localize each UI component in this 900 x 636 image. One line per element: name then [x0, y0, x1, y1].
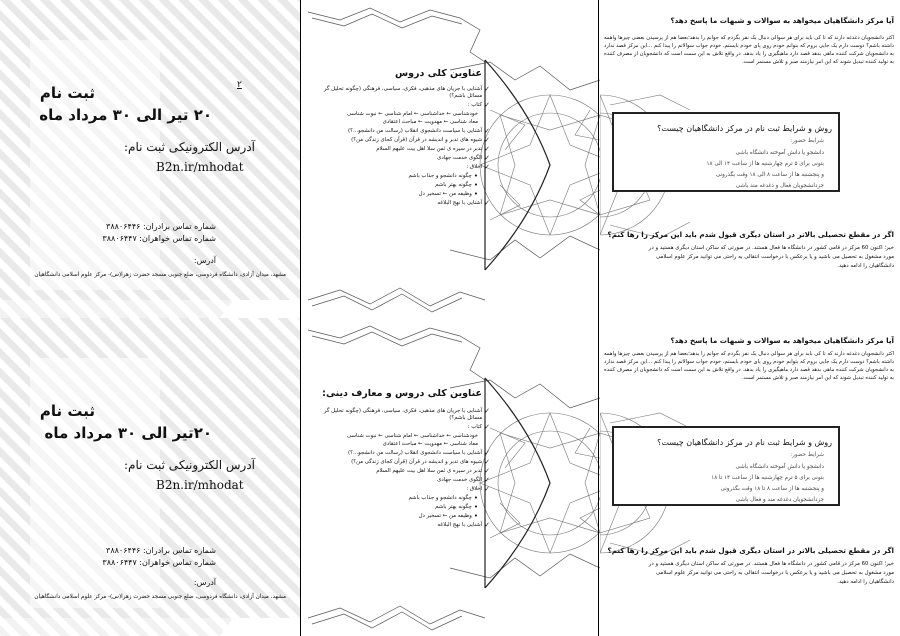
left-panel	[0, 0, 300, 318]
postal-address-label: آدرس:	[193, 578, 216, 587]
brochure-page-bottom	[0, 318, 900, 636]
box-item: جزدانشجویان فعال و دغدغه مند باشی	[735, 183, 824, 189]
list-item: ✓ اخلاق :	[466, 163, 490, 171]
check-icon: ✓	[484, 163, 490, 171]
registration-title: ثبت نام	[39, 84, 95, 102]
check-icon: ✓	[484, 467, 490, 475]
q1-text: اکثر دانشجویان دغدغه دارند که تا کی باید برای هر سوالی دنبال یک نفر بگردم که جوابم را بدهد؛بعضا هم از پرسیدن بعضی چیزها واهمه داشته باشم؟ دوست دارم یک جایی بروم که بتوانم خودم روی پای خودم بایستم، خودم جواب سوالاتم را پیدا کنم ...این مرکز قصد ندارد به دانشجویان شرکت کننده ماهی بدهد قصد دارد ماهیگیری را یاد بدهد. در واقع تلاش به این سمت است که دانشجویان از مصرف کننده به تولید کننده تبدیل شوند که این امر نیازمند صبر و تلاش مستمر است.	[604, 351, 894, 382]
check-icon: ✓	[484, 485, 490, 493]
check-icon: ✓	[484, 521, 490, 529]
check-icon: ✓	[484, 458, 490, 466]
box-item: بتونی برای ۵ ترم چهارشنبه ها از ساعت ۱۴ تا ۱۸	[711, 475, 824, 481]
check-icon: ✓	[484, 136, 490, 144]
phone-sisters: شماره تماس خواهران: ۳۸۸۰۶۴۴۷	[102, 234, 216, 243]
box-item: جزدانشجویان دغدغه مند و فعال باشی	[735, 497, 824, 503]
stripe-pattern	[0, 0, 300, 318]
list-item: ✓ شیوه های تدبر و اندیشه در قرآن (قرآن کجای زندگی من؟)	[351, 136, 490, 144]
stripe-pattern	[0, 318, 300, 636]
check-icon: ✓	[484, 100, 490, 109]
list-item: • چگونه بهتر باشم	[435, 503, 478, 511]
list-item: معاد شناسی ← مهدویت ← مباحث اعتقادی	[382, 441, 478, 448]
list-item: ✓ الگوی خدمت جهادی	[437, 154, 490, 162]
box-label: شرایط حضور:	[790, 452, 824, 458]
list-item: خودشناسی ← خداشناسی ← امام شناسی ← نبوت شناسی	[347, 110, 478, 117]
middle-panel	[300, 318, 600, 636]
postal-address-label: آدرس:	[193, 256, 216, 265]
bullet-icon: •	[473, 503, 478, 511]
list-item: • وظیفه من ← تسخیر دل	[418, 512, 478, 520]
postal-address: مشهد، میدان آزادی، دانشگاه فردوسی، ضلع جنوبی مسجد حضرت زهرا(س)- مرکز علوم اسلامی دانشگاهیان	[34, 272, 286, 278]
list-item: خودشناسی ← خداشناسی ← امام شناسی ← نبوت شناسی	[347, 432, 478, 439]
list-item: ✓ تدبر در سیره ی ثمن سلا اهل بیت علیهم السلام	[376, 467, 490, 475]
box-item: دانشجو یا دانش آموخته دانشگاه باشی	[735, 464, 824, 470]
check-icon: ✓	[484, 199, 490, 207]
left-panel	[0, 318, 300, 636]
check-icon: ✓	[484, 449, 490, 457]
online-address-label: آدرس الکترونیکی ثبت نام:	[123, 458, 255, 472]
courses-title: عناوین کلی دروس و معارف دینی:	[322, 388, 482, 399]
registration-dates: ۲۰تیر الی ۳۰ مرداد ماه	[44, 424, 212, 442]
list-item: ✓ آشنایی با جریان های مذهبی، فکری، سیاسی، فرهنگی (چگونه تحلیل گر مسائل باشم؟)	[323, 407, 490, 421]
registration-dates: ۲۰ تیر الی ۳۰ مرداد ماه	[39, 106, 212, 124]
list-item: ✓ کتاب :	[467, 100, 490, 109]
list-item: • چگونه بهتر باشم	[435, 181, 478, 189]
registration-title: ثبت نام	[39, 402, 95, 420]
check-icon: ✓	[484, 422, 490, 431]
fold-line	[300, 0, 301, 636]
q2-text: خیر؛ اکنون 60 مرکز در قامی کشور در دانشگاه ها فعال هستند. در صورتی که ساکن استان دیگری هستید و در مورد مشغول به تحصیل می باشید و یا برعکس با درخواست انتقالی به راحتی می توانید مرکز علوم اسلامی دانشگاهیان را ادامه دهید.	[648, 245, 894, 270]
box-title: روش و شرایط ثبت نام در مرکز دانشگاهیان چیست؟	[657, 124, 832, 133]
list-item: • وظیفه من ← تسخیر دل	[418, 190, 478, 198]
box-item: و پنجشنبه ها از ساعت ۸ تا ۱۸ وقت بگذرونی	[720, 486, 824, 492]
right-panel	[600, 318, 900, 636]
box-item: و پنجشنبه ها از ساعت ۸ الی ۱۸ وقت بگذرونی	[715, 172, 824, 178]
list-item: ✓ شیوه های تدبر و اندیشه در قرآن (قرآن کجای زندگی من؟)	[351, 458, 490, 466]
courses-list	[310, 86, 490, 209]
q1-title: آیا مرکز دانشگاهیان میخواهد به سوالات و شبهات ما پاسخ دهد؟	[670, 336, 894, 345]
fold-line	[598, 0, 599, 636]
bullet-icon: •	[473, 172, 478, 180]
box-item: دانشجو یا دانش آموخته دانشگاه باشی	[735, 150, 824, 156]
courses-title: عناوین کلی دروس	[395, 68, 482, 79]
q2-title: اگر در مقطع تحصیلی بالاتر در استان دیگری قبول شدم باید این مرکز را رها کنم؟	[607, 230, 894, 239]
list-item: • چگونه دانشجو و جذاب باشم	[408, 494, 478, 502]
phone-brothers: شماره تماس برادران: ۳۸۸۰۶۴۴۶	[106, 546, 216, 555]
check-icon: ✓	[484, 145, 490, 153]
courses-list	[310, 408, 490, 531]
q1-title: آیا مرکز دانشگاهیان میخواهد به سوالات و شبهات ما پاسخ دهد؟	[670, 16, 894, 25]
list-item: ✓ آشنایی با سیاست دانشجوی انقلاب (رسالت من دانشجو...؟)	[348, 449, 490, 457]
bullet-icon: •	[473, 512, 478, 520]
bullet-icon: •	[473, 494, 478, 502]
right-panel	[600, 0, 900, 318]
registration-url[interactable]: B2n.ir/mhodat	[156, 160, 244, 174]
list-item: ✓ آشنایی با سیاست دانشجوی انقلاب (رسالت من دانشجو...؟)	[348, 127, 490, 135]
list-item: ✓ آشنایی با نهج البلاغه	[437, 521, 490, 529]
check-icon: ✓	[484, 127, 490, 135]
box-title: روش و شرایط ثبت نام در مرکز دانشگاهیان چیست؟	[657, 438, 832, 447]
phone-brothers: شماره تماس برادران: ۳۸۸۰۶۴۴۶	[106, 222, 216, 231]
list-item: معاد شناسی ← مهدویت ← مباحث اعتقادی	[382, 119, 478, 126]
q2-text: خیر؛ اکنون 60 مرکز در قامی کشور در دانشگاه ها فعال هستند. در صورتی که ساکن استان دیگری هستید و در مورد مشغول به تحصیل می باشید و یا برعکس با درخواست انتقالی به راحتی می توانید مرکز علوم اسلامی دانشگاهیان را ادامه دهید.	[648, 561, 894, 586]
registration-box	[612, 426, 840, 506]
registration-url[interactable]: B2n.ir/mhodat	[156, 478, 244, 492]
list-item: ✓ الگوی خدمت جهادی	[437, 476, 490, 484]
phone-sisters: شماره تماس خواهران: ۳۸۸۰۶۴۴۷	[102, 558, 216, 567]
online-address-label: آدرس الکترونیکی ثبت نام:	[123, 140, 255, 154]
check-icon: ✓	[484, 476, 490, 484]
q1-text: اکثر دانشجویان دغدغه دارند که تا کی باید برای هر سوالی دنبال یک نفر بگردم که جوابم را بدهد؛بعضا هم از پرسیدن بعضی چیزها واهمه داشته باشم؟ دوست دارم یک جایی بروم که بتوانم خودم روی پای خودم بایستم، خودم جواب سوالاتم را پیدا کنم ...این مرکز قصد ندارد به دانشجویان شرکت کننده ماهی بدهد قصد دارد ماهیگیری را یاد بدهد. در واقع تلاش به این سمت است که دانشجویان از مصرف کننده به تولید کننده تبدیل شوند که این امر نیازمند صبر و تلاش مستمر است.	[604, 35, 894, 66]
list-item: ✓ آشنایی با جریان های مذهبی، فکری، سیاسی، فرهنگی (چگونه تحلیل گر مسائل باشم؟)	[323, 85, 490, 99]
bullet-icon: •	[473, 181, 478, 189]
list-item: • چگونه دانشجو و جذاب باشم	[408, 172, 478, 180]
check-icon: ✓	[484, 407, 490, 415]
page-number: ۲	[237, 80, 242, 90]
list-item: ✓ کتاب :	[467, 422, 490, 431]
bullet-icon: •	[473, 190, 478, 198]
box-label: شرایط حضور:	[790, 138, 824, 144]
q2-title: اگر در مقطع تحصیلی بالاتر در استان دیگری قبول شدم باید این مرکز را رها کنم؟	[607, 546, 894, 555]
box-item: بتونی برای ۵ ترم چهارشنبه ها از ساعت ۱۴ الی ۱۸	[706, 161, 824, 167]
check-icon: ✓	[484, 85, 490, 93]
list-item: ✓ تدبر در سیره ی ثمن سلا اهل بیت علیهم السلام	[376, 145, 490, 153]
check-icon: ✓	[484, 154, 490, 162]
registration-box	[612, 112, 840, 192]
list-item: ✓ اخلاق :	[466, 485, 490, 493]
postal-address: مشهد، میدان آزادی، دانشگاه فردوسی، ضلع جنوبی مسجد حضرت زهرا(س)- مرکز علوم اسلامی دانشگاهیان	[34, 594, 286, 600]
list-item: ✓ آشنایی با نهج البلاغه	[437, 199, 490, 207]
middle-panel	[300, 0, 600, 318]
